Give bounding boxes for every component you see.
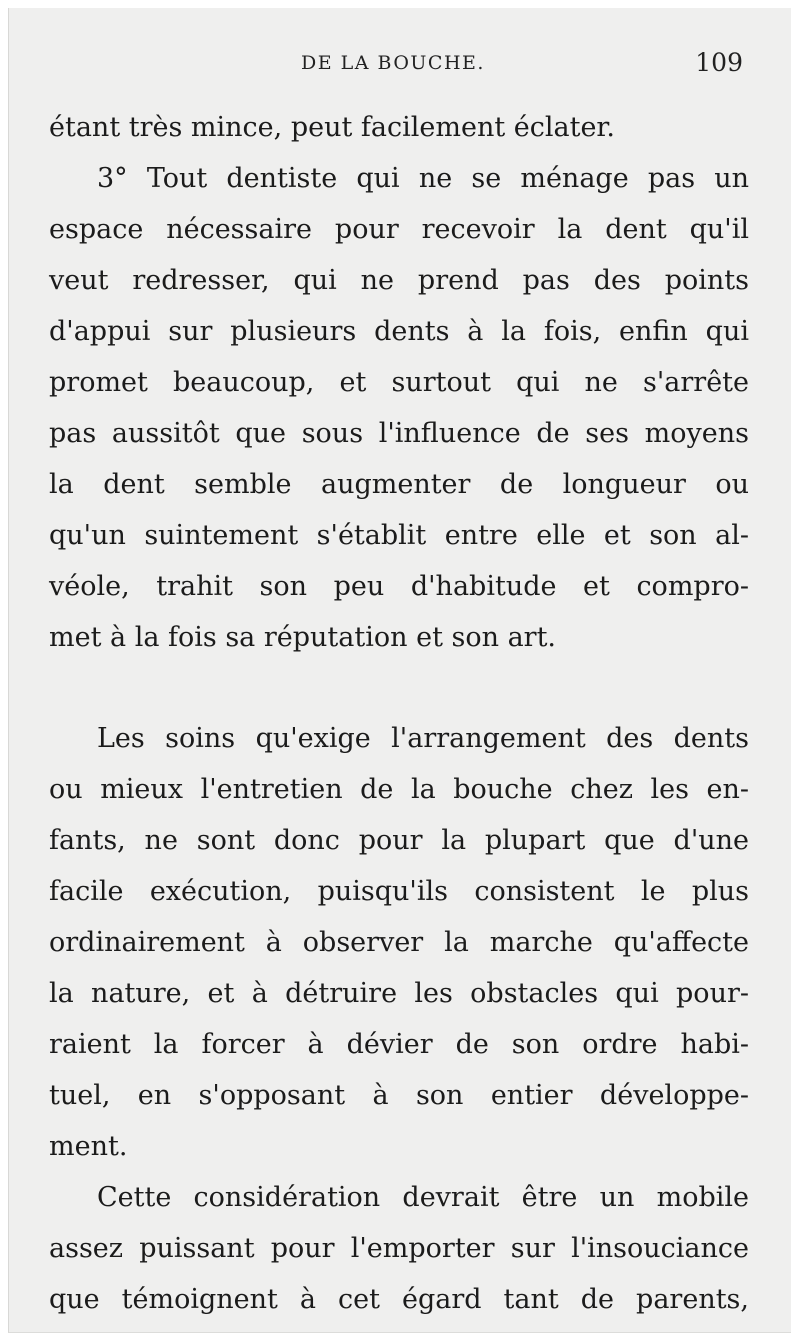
text-line: Les soins qu'exige l'arrangement des dents: [97, 723, 749, 754]
paragraph: [49, 153, 749, 663]
text-line: promet beaucoup, et surtout qui ne s'arrête: [49, 367, 749, 398]
text-line: ordinairement à observer la marche qu'affecte: [49, 927, 749, 958]
body-text: [49, 102, 749, 1325]
text-line: facile exécution, puisqu'ils consistent le plus: [49, 876, 749, 907]
text-line: assez puissant pour l'emporter sur l'insouciance: [49, 1233, 749, 1264]
text-line: la nature, et à détruire les obstacles qui pour-: [49, 978, 749, 1009]
text-line: veut redresser, qui ne prend pas des points: [49, 265, 749, 296]
text-line: Cette considération devrait être un mobile: [97, 1182, 749, 1213]
paragraph: [49, 1172, 749, 1325]
text-line: espace nécessaire pour recevoir la dent qu'il: [49, 214, 749, 245]
text-line: la dent semble augmenter de longueur ou: [49, 469, 749, 500]
paragraph-gap: [49, 663, 749, 713]
text-line: 3° Tout dentiste qui ne se ménage pas un: [97, 163, 749, 194]
text-line: étant très mince, peut facilement éclater.: [49, 112, 615, 143]
text-line: que témoignent à cet égard tant de parents,: [49, 1284, 749, 1315]
paragraph: [49, 102, 749, 153]
text-line: met à la fois sa réputation et son art.: [49, 622, 557, 653]
text-line: pas aussitôt que sous l'influence de ses moyens: [49, 418, 749, 449]
text-line: ou mieux l'entretien de la bouche chez les en-: [49, 774, 749, 805]
text-line: qu'un suintement s'établit entre elle et son al-: [49, 520, 749, 551]
text-line: d'appui sur plusieurs dents à la fois, enfin qui: [49, 316, 749, 347]
running-title: DE LA BOUCHE.: [301, 52, 485, 74]
text-line: véole, trahit son peu d'habitude et compro-: [49, 571, 749, 602]
book-page: [8, 8, 791, 1333]
text-line: tuel, en s'opposant à son entier développe-: [49, 1080, 749, 1111]
page-header: [9, 48, 791, 82]
text-line: ment.: [49, 1131, 128, 1162]
text-line: raient la forcer à dévier de son ordre habi-: [49, 1029, 749, 1060]
text-line: fants, ne sont donc pour la plupart que d'une: [49, 825, 749, 856]
paragraph: [49, 713, 749, 1172]
page-number: 109: [695, 48, 743, 77]
